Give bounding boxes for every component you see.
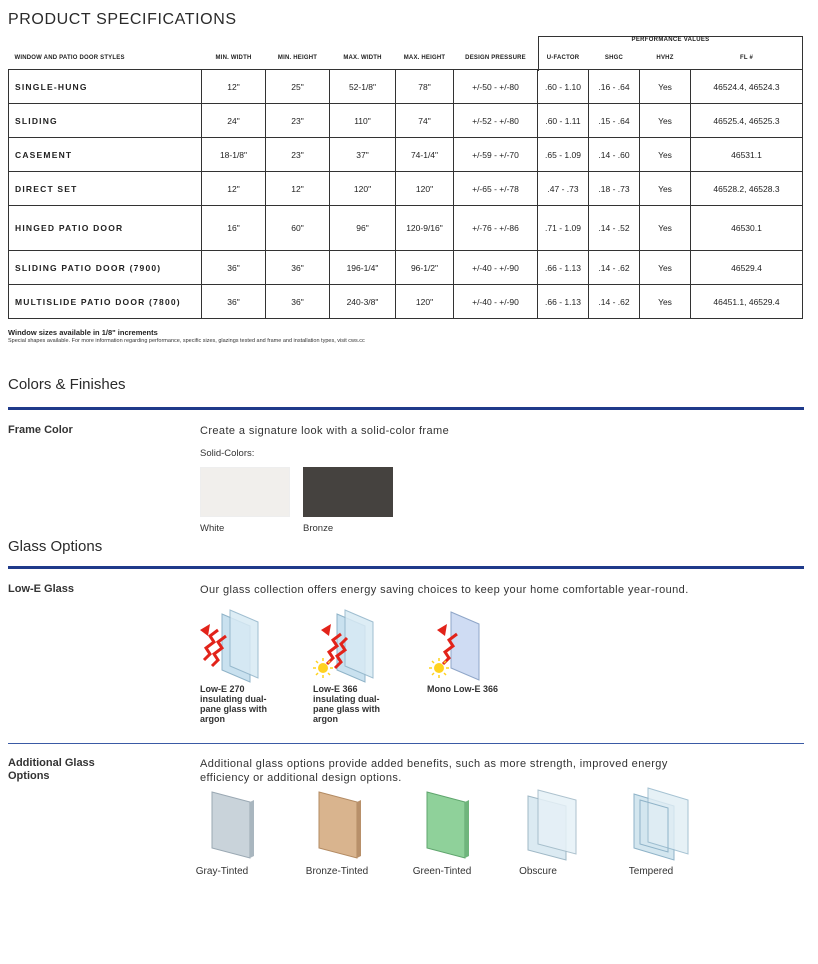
table-cell: +/-76 - +/-86 [454, 206, 538, 251]
gray-tinted-glass-icon [206, 790, 258, 865]
table-cell: 12" [266, 172, 330, 206]
table-cell: 37" [330, 138, 396, 172]
header-fl: FL # [739, 55, 754, 61]
table-cell: Yes [640, 138, 691, 172]
header-max-height: MAX. HEIGHT [403, 55, 446, 61]
table-cell: Yes [640, 206, 691, 251]
table-cell: 96" [330, 206, 396, 251]
table-cell: .18 - .73 [589, 172, 640, 206]
table-cell: 96-1/2" [396, 251, 454, 285]
table-cell: 46530.1 [691, 206, 803, 251]
table-cell: 16" [202, 206, 266, 251]
green-tinted-glass-icon [421, 790, 473, 865]
table-cell: 24" [202, 104, 266, 138]
table-cell: 120" [396, 285, 454, 319]
table-cell: 46524.4, 46524.3 [691, 70, 803, 104]
table-row [9, 104, 803, 138]
table-cell: .16 - .64 [589, 70, 640, 104]
table-row [9, 172, 803, 206]
table-cell: 46531.1 [691, 138, 803, 172]
table-cell: .15 - .64 [589, 104, 640, 138]
tempered-caption: Tempered [628, 866, 674, 877]
tempered-glass-icon [630, 786, 696, 867]
obscure-caption: Obscure [519, 866, 557, 877]
table-cell: .71 - 1.09 [538, 206, 589, 251]
table-cell: +/-65 - +/-78 [454, 172, 538, 206]
table-cell: 23" [266, 138, 330, 172]
table-notes [8, 328, 365, 344]
page-title: PRODUCT SPECIFICATIONS [8, 11, 237, 28]
table-cell: 36" [202, 285, 266, 319]
table-cell: 46529.4 [691, 251, 803, 285]
table-cell: 74" [396, 104, 454, 138]
table-cell: 52-1/8" [330, 70, 396, 104]
white-swatch-label: White [200, 523, 225, 534]
additional-glass-label: Additional Glass Options [8, 757, 95, 782]
colors-section-title: Colors & Finishes [8, 376, 126, 393]
bronze-swatch [303, 467, 393, 517]
table-cell: 12" [202, 70, 266, 104]
header-min-height: MIN. HEIGHT [277, 55, 318, 61]
table-row [9, 70, 803, 104]
obscure-glass-icon [524, 788, 584, 867]
table-cell: .14 - .62 [589, 251, 640, 285]
table-cell: 46528.2, 46528.3 [691, 172, 803, 206]
table-row [9, 206, 803, 251]
additional-glass-divider [8, 743, 804, 744]
frame-color-label: Frame Color [8, 424, 73, 436]
table-cell: .60 - 1.10 [538, 70, 589, 104]
white-swatch [200, 467, 290, 517]
header-max-width: MAX. WIDTH [343, 55, 382, 61]
gray-tinted-caption: Gray-Tinted [195, 866, 249, 877]
green-tinted-caption: Green-Tinted [412, 866, 472, 877]
mono-low-e-366-caption: Mono Low-E 366 [427, 684, 499, 694]
table-cell: 74-1/4" [396, 138, 454, 172]
specifications-table [8, 47, 803, 319]
glass-divider [8, 566, 804, 569]
table-cell: Yes [640, 172, 691, 206]
bronze-tinted-caption: Bronze-Tinted [305, 866, 369, 877]
glass-section-title: Glass Options [8, 538, 103, 555]
sizes-note: Window sizes available in 1/8" increments [8, 328, 158, 337]
table-cell: SLIDING [9, 104, 202, 138]
table-cell: 36" [266, 251, 330, 285]
table-cell: 120-9/16" [396, 206, 454, 251]
table-cell: 240-3/8" [330, 285, 396, 319]
low-e-270-caption: Low-E 270 insulating dual-pane glass with argon [200, 684, 268, 724]
table-cell: .65 - 1.09 [538, 138, 589, 172]
table-cell: 60" [266, 206, 330, 251]
table-cell: +/-50 - +/-80 [454, 70, 538, 104]
table-cell: 46525.4, 46525.3 [691, 104, 803, 138]
header-u-factor: U-FACTOR [546, 55, 580, 61]
low-e-glass-label: Low-E Glass [8, 583, 75, 595]
table-header-row [9, 47, 803, 70]
table-cell: +/-52 - +/-80 [454, 104, 538, 138]
low-e-366-glass-icon [313, 608, 385, 688]
table-cell: 36" [266, 285, 330, 319]
table-cell: +/-59 - +/-70 [454, 138, 538, 172]
table-cell: .14 - .52 [589, 206, 640, 251]
table-cell: HINGED PATIO DOOR [9, 206, 202, 251]
table-cell: Yes [640, 104, 691, 138]
header-hvhz: HVHZ [656, 55, 674, 61]
table-cell: 46451.1, 46529.4 [691, 285, 803, 319]
table-cell: 110" [330, 104, 396, 138]
solid-colors-label: Solid-Colors: [200, 448, 255, 459]
bronze-swatch-label: Bronze [303, 523, 334, 534]
table-row [9, 285, 803, 319]
table-cell: 25" [266, 70, 330, 104]
header-min-width: MIN. WIDTH [215, 55, 252, 61]
table-cell: Yes [640, 251, 691, 285]
table-cell: 120" [330, 172, 396, 206]
additional-glass-description: Additional glass options provide added benefits, such as more strength, improved energy efficiency or additional design options. [200, 758, 668, 784]
table-cell: 12" [202, 172, 266, 206]
low-e-366-caption: Low-E 366 insulating dual-pane glass with argon [313, 684, 381, 724]
table-cell: Yes [640, 285, 691, 319]
shapes-note: Special shapes available. For more information regarding performance, specific sizes, glazings tested and frame and installation types, visit cws.cc [8, 338, 365, 344]
table-cell: SLIDING PATIO DOOR (7900) [9, 251, 202, 285]
header-styles: WINDOW AND PATIO DOOR STYLES [14, 55, 125, 61]
table-cell: Yes [640, 70, 691, 104]
mono-low-e-366-glass-icon [427, 608, 487, 688]
header-shgc: SHGC [604, 55, 624, 61]
table-cell: CASEMENT [9, 138, 202, 172]
table-cell: .14 - .62 [589, 285, 640, 319]
performance-values-label: PERFORMANCE VALUES [631, 37, 710, 43]
table-cell: .66 - 1.13 [538, 285, 589, 319]
bronze-tinted-glass-icon [313, 790, 365, 865]
table-cell: 196-1/4" [330, 251, 396, 285]
table-cell: .47 - .73 [538, 172, 589, 206]
table-cell: .60 - 1.11 [538, 104, 589, 138]
low-e-description: Our glass collection offers energy saving choices to keep your home comfortable year-round. [200, 584, 689, 596]
colors-divider [8, 407, 804, 410]
table-cell: 36" [202, 251, 266, 285]
table-cell: 78" [396, 70, 454, 104]
table-cell: .14 - .60 [589, 138, 640, 172]
header-design-pressure: DESIGN PRESSURE [465, 55, 526, 61]
table-cell: DIRECT SET [9, 172, 202, 206]
table-cell: 23" [266, 104, 330, 138]
table-cell: SINGLE-HUNG [9, 70, 202, 104]
table-cell: MULTISLIDE PATIO DOOR (7800) [9, 285, 202, 319]
frame-color-description: Create a signature look with a solid-color frame [200, 425, 450, 437]
table-row [9, 138, 803, 172]
table-cell: +/-40 - +/-90 [454, 251, 538, 285]
table-cell: 18-1/8" [202, 138, 266, 172]
table-row [9, 251, 803, 285]
table-cell: 120" [396, 172, 454, 206]
table-cell: +/-40 - +/-90 [454, 285, 538, 319]
table-cell: .66 - 1.13 [538, 251, 589, 285]
low-e-270-glass-icon [200, 608, 270, 688]
